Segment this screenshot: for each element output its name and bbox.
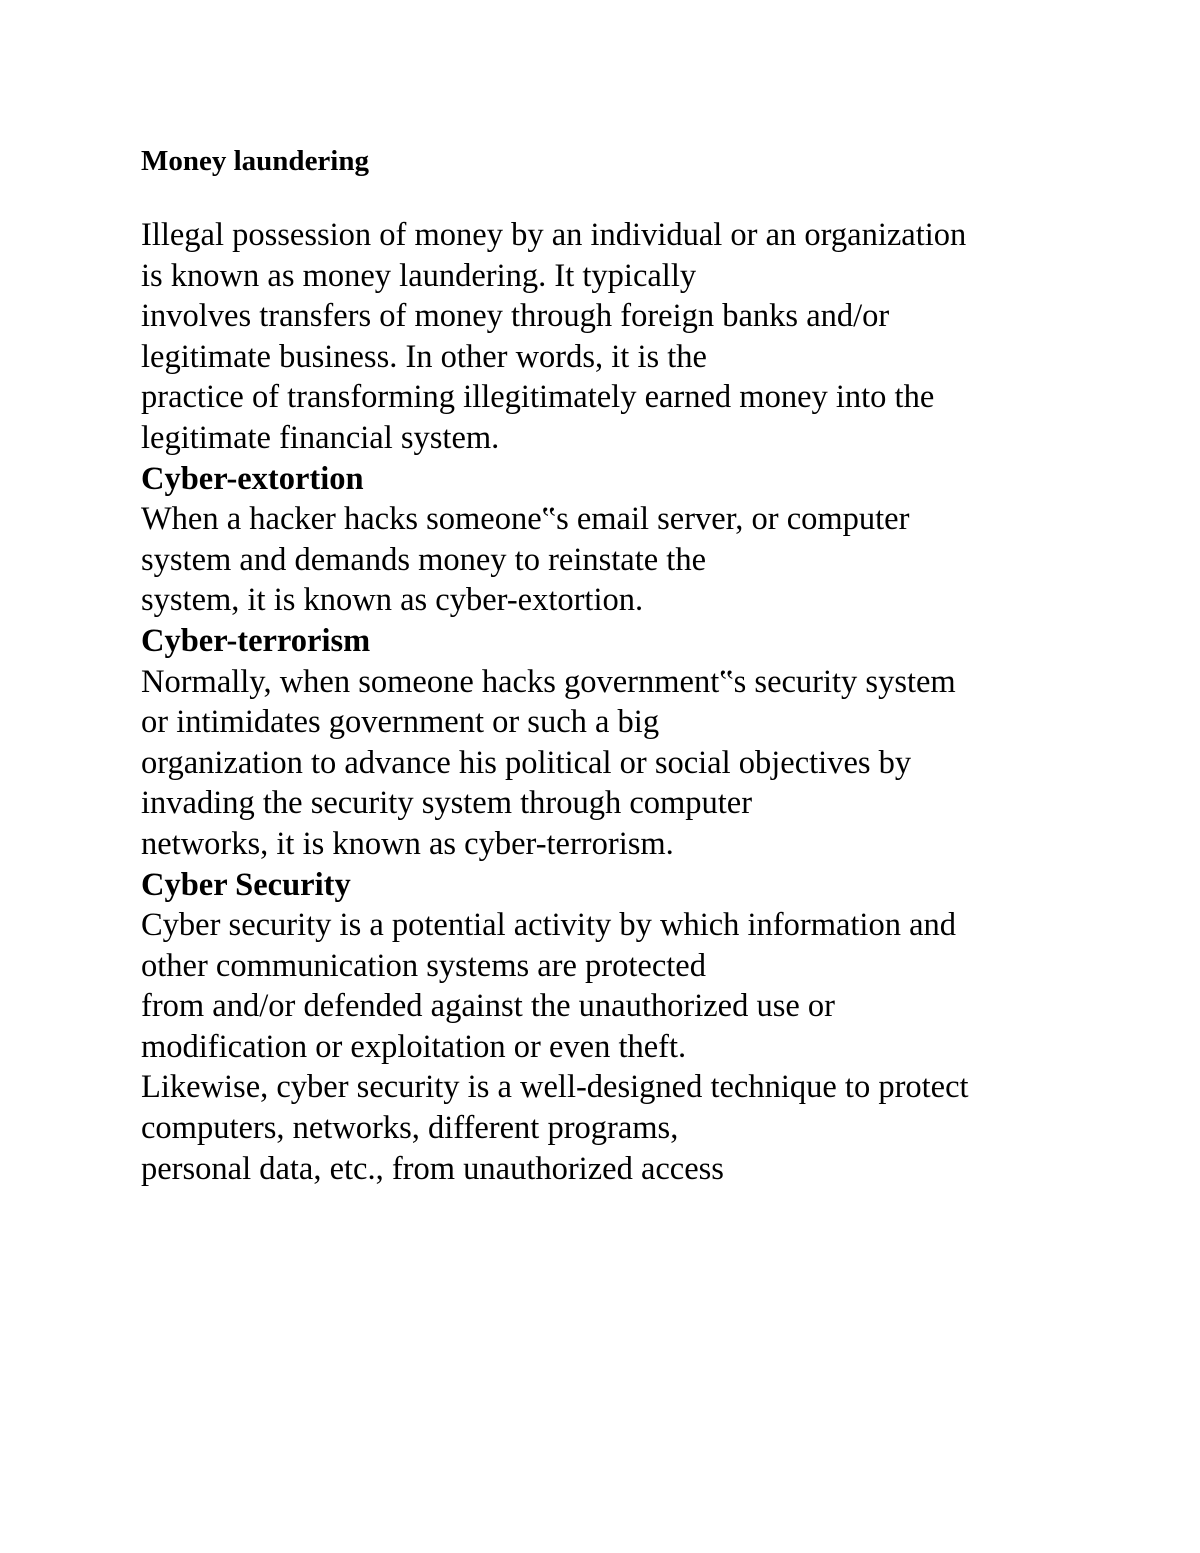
body-line: When a hacker hacks someone‟s email server, or computer: [141, 501, 910, 538]
body-line: from and/or defended against the unauthorized use or: [141, 988, 835, 1025]
body-line: or intimidates government or such a big: [141, 704, 660, 741]
body-line: Normally, when someone hacks government‟s security system: [141, 663, 956, 700]
body-line: invading the security system through computer: [141, 785, 753, 822]
body-line: system, it is known as cyber-extortion.: [141, 582, 644, 619]
body-line: modification or exploitation or even theft.: [141, 1028, 687, 1065]
body-line: networks, it is known as cyber-terrorism.: [141, 825, 674, 862]
body-line: other communication systems are protected: [141, 947, 706, 984]
body-line: legitimate business. In other words, it is the: [141, 338, 707, 375]
body-line: Illegal possession of money by an individual or an organization: [141, 217, 967, 253]
body-line: is known as money laundering. It typically: [141, 257, 697, 294]
body-line: organization to advance his political or social objectives by: [141, 744, 912, 781]
document-body: [141, 215, 1101, 1189]
section-heading-cyber-extortion: Cyber-extortion: [141, 460, 364, 497]
body-line: practice of transforming illegitimately earned money into the: [141, 379, 935, 416]
body-line: system and demands money to reinstate the: [141, 541, 707, 578]
section-heading-cyber-security: Cyber Security: [141, 866, 351, 903]
body-line: personal data, etc., from unauthorized access: [141, 1150, 724, 1187]
body-line: computers, networks, different programs,: [141, 1110, 679, 1147]
body-line: legitimate financial system.: [141, 419, 500, 456]
body-line: involves transfers of money through foreign banks and/or: [141, 298, 890, 335]
section-heading-cyber-terrorism: Cyber-terrorism: [141, 622, 371, 659]
document-title: Money laundering: [141, 145, 369, 177]
body-line: Likewise, cyber security is a well-designed technique to protect: [141, 1069, 969, 1106]
body-line: Cyber security is a potential activity by which information and: [141, 907, 957, 944]
